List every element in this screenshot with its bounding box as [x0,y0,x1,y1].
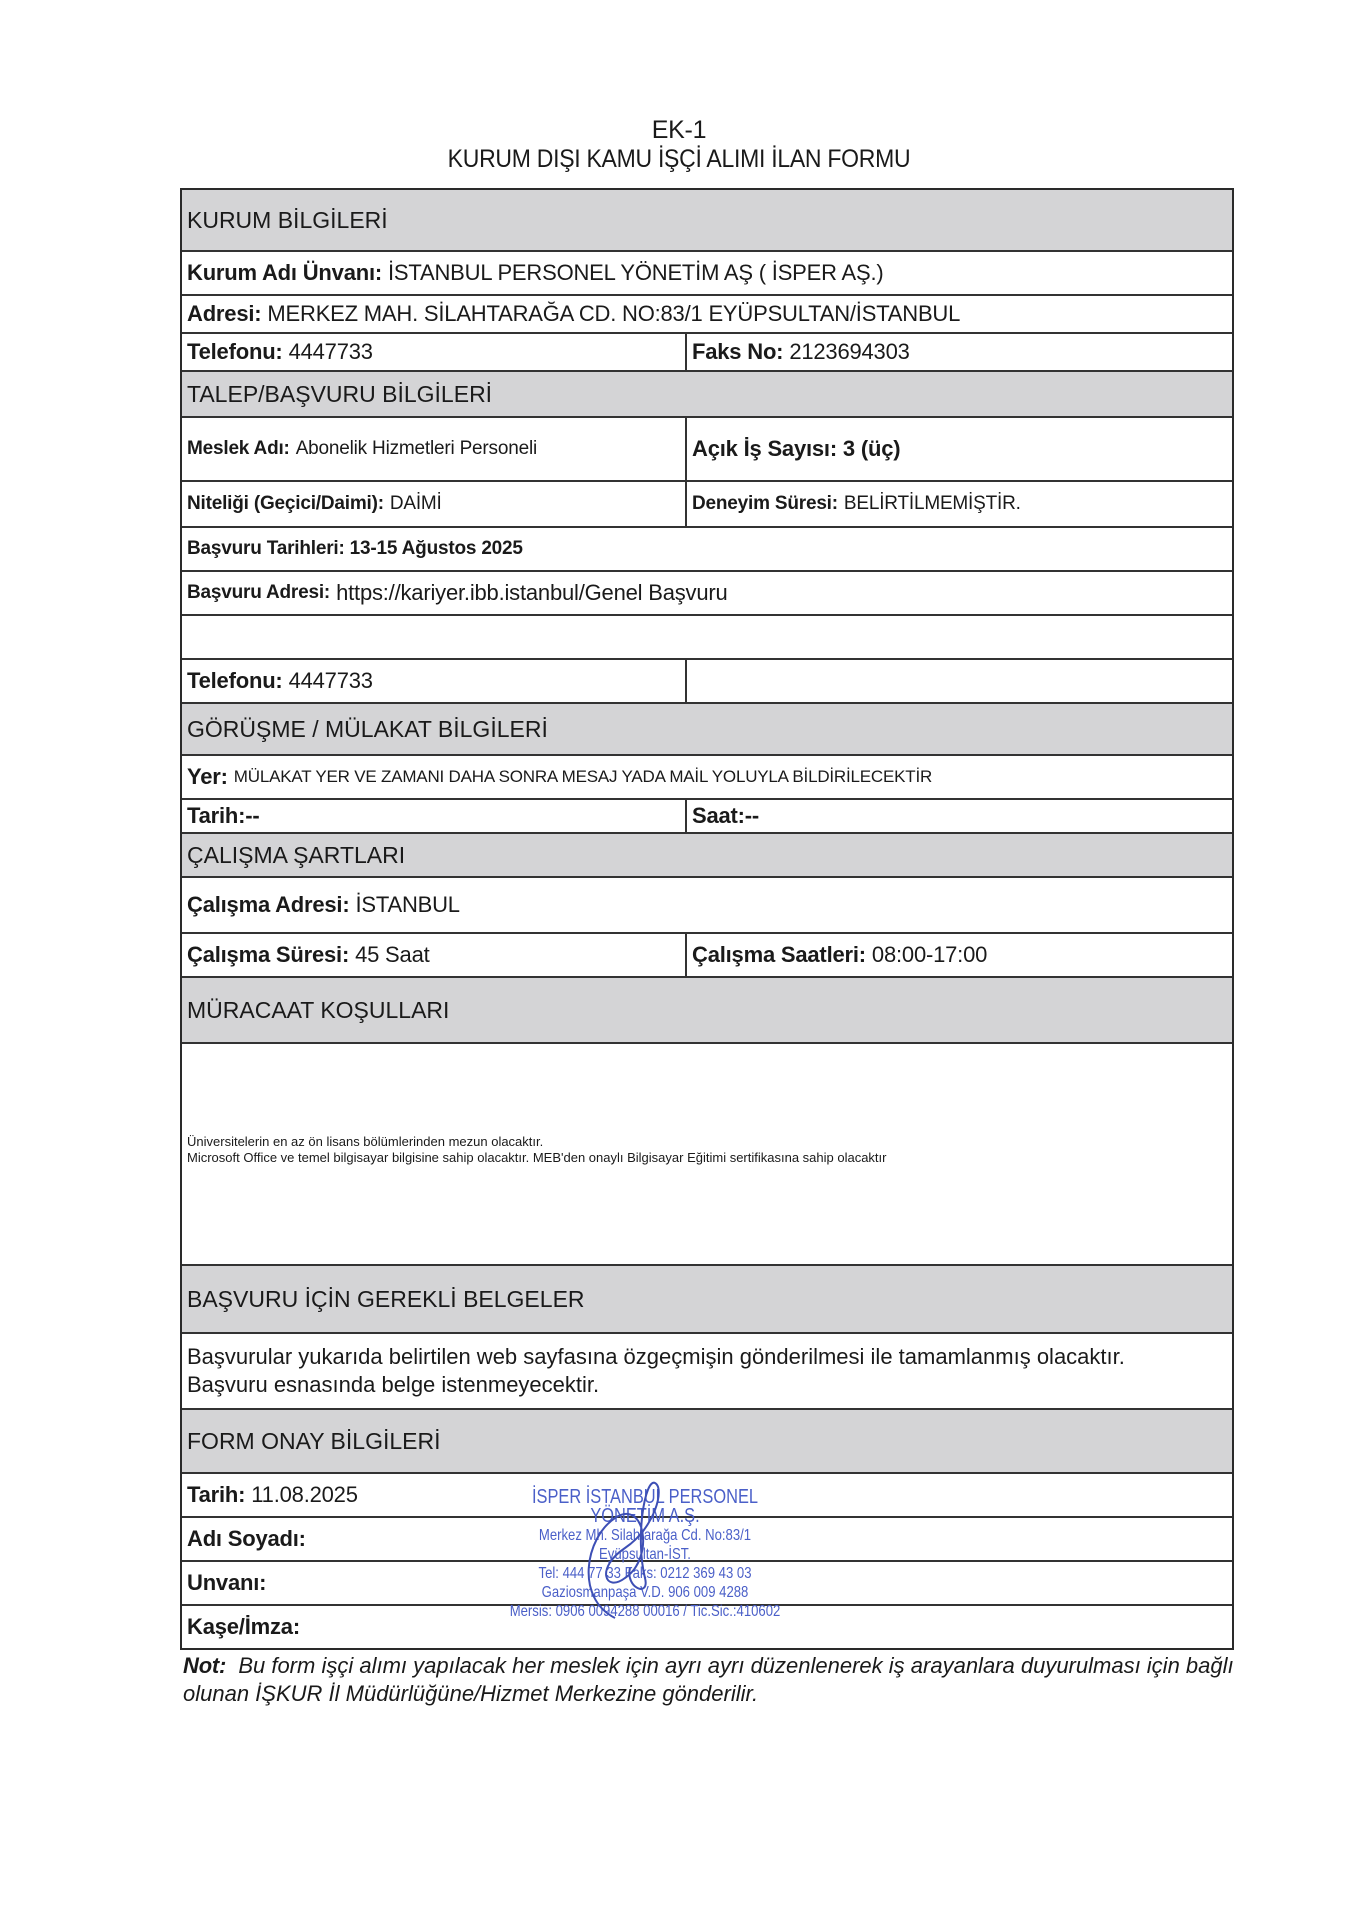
work-address-value: İSTANBUL [355,892,460,917]
documents-row [182,1332,1232,1408]
institution-fax-value: 2123694303 [789,339,910,364]
approver-name-label: Adı Soyadı: [187,1526,306,1551]
institution-phone-value: 4447733 [288,339,373,364]
section-gorusme [182,702,1232,754]
section-title: BAŞVURU İÇİN GEREKLİ BELGELER [182,1266,1232,1332]
approval-date-value: 11.08.2025 [251,1482,358,1507]
type-label: Niteliği (Geçici/Daimi): [187,493,384,514]
section-kurum [182,190,1232,250]
stamp-mersis: Mersis: 0906 0094288 00016 / Tic.Sic.:410602 [509,1603,781,1620]
application-phone-label: Telefonu: [187,668,283,693]
announcement-form [180,188,1234,1650]
company-stamp [480,1488,810,1621]
application-address-row [182,570,1232,614]
approval-date-label: Tarih: [187,1482,246,1507]
section-title: TALEP/BAŞVURU BİLGİLERİ [182,372,1232,416]
conditions-list [182,1044,1232,1264]
footer-note [183,1652,1243,1708]
work-duration-label: Çalışma Süresi: [187,942,350,967]
institution-address-label: Adresi: [187,301,262,326]
work-hours-value: 08:00-17:00 [871,942,988,967]
openings-label: Açık İş Sayısı: 3 (üç) [692,436,901,461]
section-title: GÖRÜŞME / MÜLAKAT BİLGİLERİ [182,704,1232,754]
work-address-row [182,876,1232,932]
approver-title-label: Unvanı: [187,1570,267,1595]
interview-place-label: Yer: [187,764,228,789]
section-belgeler [182,1264,1232,1332]
institution-contact-row [182,332,1232,370]
annex-label: EK-1 [651,116,707,144]
institution-name-value: İSTANBUL PERSONEL YÖNETİM AŞ ( İSPER AŞ.) [388,260,884,285]
work-hours-label: Çalışma Saatleri: [692,942,866,967]
interview-datetime-row [182,798,1232,832]
interview-time-label: Saat:-- [692,803,760,828]
stamp-phone-fax: Tel: 444 77 33 Faks: 0212 369 43 03 [538,1565,752,1582]
application-dates-label: Başvuru Tarihleri: 13-15 Ağustos 2025 [187,538,523,559]
condition-item: Üniversitelerin en az ön lisans bölümlerinden mezun olacaktır. [187,1134,544,1149]
note-label: Not: [183,1653,227,1678]
interview-place-value: MÜLAKAT YER VE ZAMANI DAHA SONRA MESAJ YADA MAİL YOLUYLA BİLDİRİLECEKTİR [233,767,933,786]
form-title-block [0,116,1358,174]
conditions-row [182,1042,1232,1264]
section-title: KURUM BİLGİLERİ [182,190,1232,250]
interview-place-row [182,754,1232,798]
type-value: DAİMİ [389,493,442,514]
section-title: MÜRACAAT KOŞULLARI [182,978,1232,1042]
experience-label: Deneyim Süresi: [692,493,838,514]
institution-fax-label: Faks No: [692,339,784,364]
work-duration-row [182,932,1232,976]
condition-item: Microsoft Office ve temel bilgisayar bilgisine sahip olacaktır. MEB'den onaylı Bilgisayar Eğitimi sertifikasına sahip olacaktır [187,1150,887,1165]
application-address-link[interactable]: https://kariyer.ibb.istanbul/Genel Başvuru [336,580,728,605]
interview-date-label: Tarih:-- [187,803,260,828]
occupation-row [182,416,1232,480]
institution-name-label: Kurum Adı Ünvanı: [187,260,383,285]
empty-row [182,614,1232,658]
experience-value: BELİRTİLMEMİŞTİR. [843,493,1021,514]
section-title: ÇALIŞMA ŞARTLARI [182,834,1232,876]
application-phone-value: 4447733 [288,668,373,693]
section-muracaat [182,976,1232,1042]
stamp-address: Merkez Mh. Silahtarağa Cd. No:83/1 Eyüpsultan-İST. [538,1527,752,1563]
form-title: KURUM DIŞI KAMU İŞÇİ ALIMI İLAN FORMU [447,145,911,173]
stamp-signature-label: Kaşe/İmza: [187,1614,300,1639]
section-calisma [182,832,1232,876]
work-address-label: Çalışma Adresi: [187,892,350,917]
occupation-value: Abonelik Hizmetleri Personeli [295,438,537,459]
application-address-label: Başvuru Adresi: [187,582,331,603]
note-text: Bu form işçi alımı yapılacak her meslek için ayrı ayrı düzenlenerek iş arayanlara duyurulması için bağlı olunan İŞKUR İl Müdürlüğüne/Hizmet Merkezine gönderilir. [183,1653,1234,1706]
type-row [182,480,1232,526]
work-duration-value: 45 Saat [355,942,430,967]
institution-phone-label: Telefonu: [187,339,283,364]
stamp-company-name: İSPER İSTANBUL PERSONEL YÖNETİM A.Ş. [531,1486,759,1527]
documents-line: Başvuru esnasında belge istenmeyecektir. [187,1372,600,1397]
institution-address-value: MERKEZ MAH. SİLAHTARAĞA CD. NO:83/1 EYÜPSULTAN/İSTANBUL [267,301,961,326]
institution-name-row [182,250,1232,294]
occupation-label: Meslek Adı: [187,438,290,459]
institution-address-row [182,294,1232,332]
section-onay [182,1408,1232,1472]
stamp-tax-office: Gaziosmanpaşa V.D. 906 009 4288 [541,1584,749,1601]
application-phone-row [182,658,1232,702]
section-talep [182,370,1232,416]
application-dates-row [182,526,1232,570]
section-title: FORM ONAY BİLGİLERİ [182,1410,1232,1472]
documents-line: Başvurular yukarıda belirtilen web sayfasına özgeçmişin gönderilmesi ile tamamlanmış olacaktır. [187,1344,1125,1369]
